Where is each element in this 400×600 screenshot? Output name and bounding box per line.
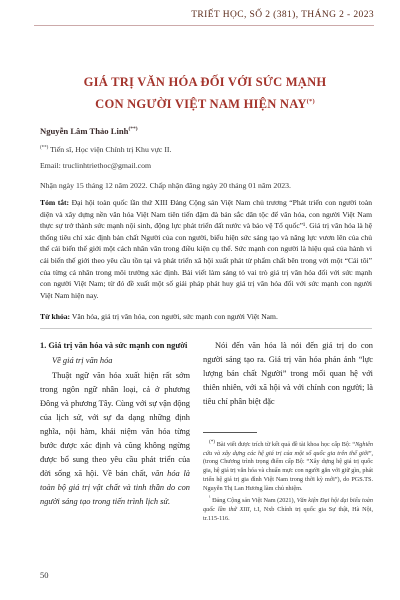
title-footnote-marker: (*) bbox=[306, 98, 315, 105]
article-title bbox=[40, 72, 370, 114]
abstract bbox=[40, 197, 372, 301]
submission-dates: Nhận ngày 15 tháng 12 năm 2022. Chấp nhận đăng ngày 20 tháng 01 năm 2023. bbox=[40, 181, 291, 190]
footnote-2-text-cont: , t.I, Nxb Chính trị quốc gia Sự thật, Hà Nội, tr.115-116. bbox=[203, 506, 374, 522]
footnote-1-text: Bài viết được trích từ kết quả đề tài khoa học cấp Bộ: “ bbox=[215, 441, 356, 449]
footnote-1-italic: Nghiên cứu và xây dựng các hệ giá trị của một số quốc gia trên thế giới bbox=[203, 441, 373, 457]
keywords-label: Từ khóa: bbox=[40, 312, 71, 321]
running-header: TRIẾT HỌC, SỐ 2 (381), THÁNG 2 - 2023 bbox=[191, 10, 374, 20]
subsection-heading: Về giá trị văn hóa bbox=[52, 356, 113, 365]
body-right-column bbox=[203, 339, 373, 409]
abstract-text: Đại hội toàn quốc lần thứ XIII Đảng Cộng sản Việt Nam chủ trương “Phát triển con người toàn diện và xây dựng nền văn hóa Việt Nam tiên tiến đậm đà bản sắc dân tộc để văn hóa, con người Việt Nam thực sự trở thành sức mạnh nội sinh, động lực phát triển đất nước và bảo vệ Tổ quốc”¹. Giá trị văn hóa là hệ thống tiêu chí xác định bản chất Người của con người, biểu hiện sức sáng tạo và năng lực vươn lên của chủ thể cải biến thế giới một cách nhân văn trong điều kiện cụ thể. Sức mạnh con người là hiệu quả của hành vi cải biến thế giới theo yêu cầu tồn tại và phát triển xã hội xuất phát từ phẩm chất bên trong với một “Cái tôi” của từng cá nhân trong môi trường xác định. Bài viết làm sáng tỏ vai trò giá trị văn hóa đối với sức mạnh con người Việt Nam; từ đó đề xuất một số giải pháp phát huy giá trị văn hóa đối với sức mạnh con người Việt Nam hiện nay. bbox=[40, 198, 372, 300]
header-rule bbox=[34, 25, 374, 26]
footnotes bbox=[203, 438, 373, 524]
title-line-2 bbox=[40, 92, 370, 114]
section-heading: 1. Giá trị văn hóa và sức mạnh con người bbox=[40, 341, 188, 350]
footnote-1-text-cont: ”, (trong Chương trình trọng điểm cấp Bộ: “Xây dựng hệ giá trị quốc gia, hệ giá trị văn hóa và chuẩn mực con người gắn với giữ gìn, phát triển hệ giá trị gia đình Việt Nam trong thời kỳ mới”), do PGS.TS. Nguyễn Thị Lan Hương làm chủ nhiệm. bbox=[203, 449, 373, 492]
author-affiliation bbox=[40, 145, 171, 154]
author-name-text: Nguyễn Lâm Thảo Linh bbox=[40, 126, 129, 136]
body-left-column bbox=[40, 339, 190, 509]
footnote-2-marker: ¹ bbox=[209, 495, 211, 502]
title-line-1: GIÁ TRỊ VĂN HÓA ĐỐI VỚI SỨC MẠNH bbox=[83, 75, 327, 89]
affiliation-text: Tiến sĩ, Học viện Chính trị Khu vực II. bbox=[48, 145, 172, 154]
abstract-divider bbox=[40, 328, 372, 329]
body-paragraph-right: Nói đến văn hóa là nói đến giá trị do con người sáng tạo ra. Giá trị văn hóa phản ánh “lực lượng bản chất Người” trong mối quan hệ với thiên nhiên, với xã hội và với chính con người; là tiêu chí phân biệt đặc bbox=[203, 341, 373, 406]
footnote-2-text: Đảng Cộng sản Việt Nam (2021), bbox=[210, 497, 297, 505]
footnote-divider bbox=[203, 432, 257, 433]
keywords-text: Văn hóa, giá trị văn hóa, con người, sức mạnh con người Việt Nam. bbox=[70, 312, 278, 321]
author-name bbox=[40, 126, 138, 136]
body-paragraph-emphasis: văn hóa là toàn bộ giá trị vật chất và tinh thần do con người sáng tạo trong tiến trình lịch sử. bbox=[40, 469, 190, 506]
author-email: Email: truclinhtriethoc@gmail.com bbox=[40, 161, 152, 170]
affiliation-marker: (**) bbox=[40, 145, 49, 151]
author-footnote-marker: (**) bbox=[128, 126, 138, 133]
page-number: 50 bbox=[40, 570, 49, 580]
keywords bbox=[40, 312, 372, 321]
footnote-1 bbox=[203, 438, 373, 493]
footnote-2 bbox=[203, 494, 373, 523]
title-line-2-text: CON NGƯỜI VIỆT NAM HIỆN NAY bbox=[95, 97, 307, 112]
footnote-1-marker: (*) bbox=[209, 439, 216, 445]
abstract-label: Tóm tắt: bbox=[40, 198, 70, 207]
body-paragraph-text: Thuật ngữ văn hóa xuất hiện rất sớm trong ngôn ngữ nhân loại, cả ở phương Đông và phương Tây. Cùng với sự vận động của lịch sử, với sự đa dạng những định nghĩa, nội hàm, khái niệm văn hóa từng bước được xác định và cũng không ngừng được bổ sung theo yêu cầu phát triển của đời sống xã hội. Về bản chất, bbox=[40, 371, 190, 478]
footnote-2-italic: Văn kiện Đại hội đại biểu toàn quốc lần thứ XIII bbox=[203, 497, 373, 514]
body-paragraph bbox=[40, 369, 190, 509]
